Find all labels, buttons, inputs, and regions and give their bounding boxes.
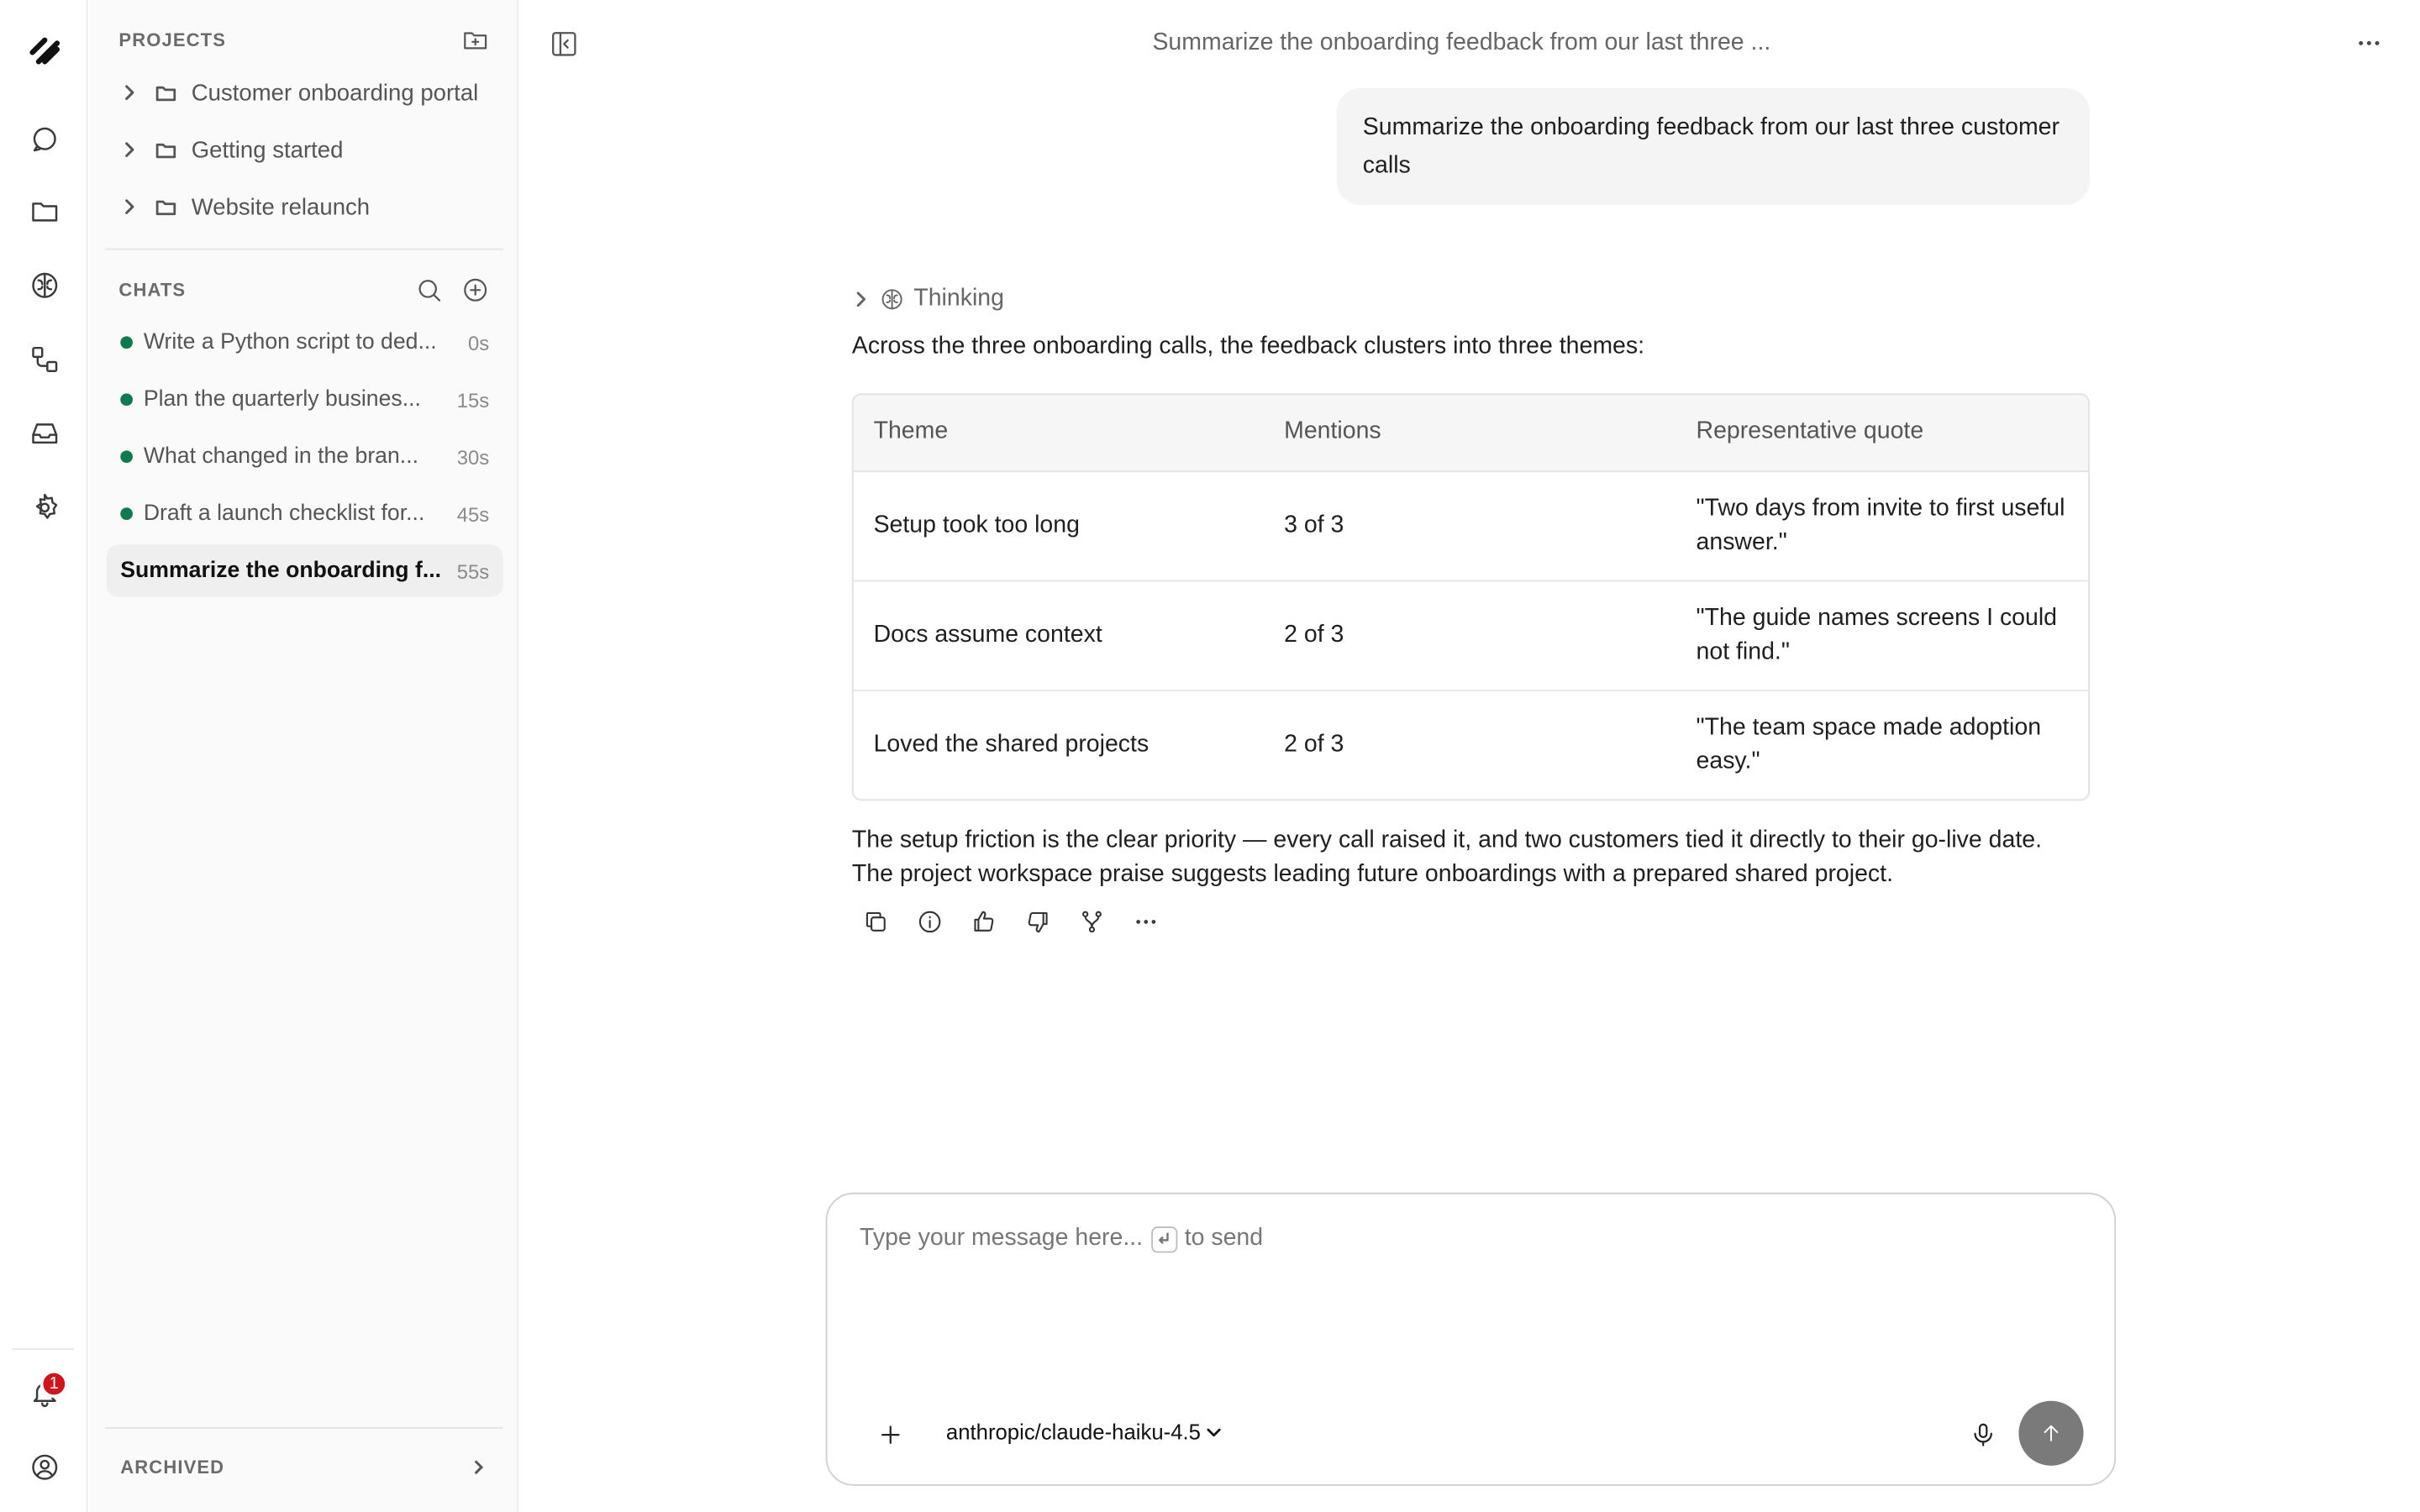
icon-rail <box>0 0 88 1512</box>
notification-badge: 1 <box>40 1370 68 1398</box>
new-project-button[interactable] <box>458 24 492 57</box>
branch-icon <box>1078 908 1104 934</box>
project-item-getting-started[interactable] <box>120 129 343 170</box>
feedback-table <box>852 393 2090 801</box>
conversation-title: Summarize the onboarding feedback from our last three ... <box>1152 29 1771 56</box>
ellipsis-icon <box>2355 29 2383 57</box>
branch-button[interactable] <box>1076 906 1107 937</box>
chevron-right-icon <box>469 1457 487 1476</box>
microphone-icon <box>1970 1421 1997 1449</box>
brain-icon[interactable] <box>24 265 63 304</box>
search-chats-button[interactable] <box>412 273 445 307</box>
logo-icon[interactable] <box>24 31 63 70</box>
chat-age: 30s <box>456 444 490 469</box>
folder-icon <box>155 81 179 104</box>
status-dot <box>120 336 133 349</box>
chat-title: Summarize the onboarding f... <box>120 558 442 584</box>
chat-title: Write a Python script to ded... <box>143 330 437 355</box>
archived-label: ARCHIVED <box>120 1455 225 1478</box>
folder-icon[interactable] <box>24 192 63 230</box>
column-header-quote: Representative quote <box>1676 395 2088 470</box>
project-label: Customer onboarding portal <box>191 79 479 106</box>
table-row <box>854 690 2088 799</box>
status-dot <box>120 450 133 463</box>
chat-title: Plan the quarterly busines... <box>143 387 421 412</box>
table-row <box>854 470 2088 580</box>
thumbs-down-button[interactable] <box>1022 906 1053 937</box>
plus-icon <box>876 1421 904 1449</box>
chat-item[interactable] <box>107 317 503 369</box>
chevron-down-icon <box>1205 1423 1222 1440</box>
brain-icon <box>880 287 904 312</box>
chevron-right-icon <box>120 197 139 216</box>
placeholder-suffix: to send <box>1184 1225 1264 1252</box>
info-button[interactable] <box>913 906 944 937</box>
chats-header: CHATS <box>118 279 187 302</box>
search-icon <box>415 276 443 304</box>
chevron-right-icon <box>120 83 139 102</box>
table-cell: "The guide names screens I could not find." <box>1676 580 2088 690</box>
microphone-button[interactable] <box>1966 1418 2000 1452</box>
message-actions <box>860 906 1160 937</box>
projects-header: PROJECTS <box>118 29 227 51</box>
project-label: Website relaunch <box>191 193 371 220</box>
chat-item[interactable] <box>107 430 503 482</box>
sidebar <box>90 0 519 1512</box>
table-cell: 2 of 3 <box>1264 580 1676 690</box>
enter-key-icon <box>1150 1226 1176 1252</box>
table-cell: Loved the shared projects <box>873 731 1150 758</box>
placeholder-text: Type your message here... <box>860 1225 1144 1252</box>
table-cell: Docs assume context <box>854 580 1265 690</box>
chat-age: 55s <box>456 559 490 583</box>
folder-plus-icon <box>461 26 489 54</box>
chevron-right-icon <box>120 140 139 159</box>
table-header-row <box>854 395 2088 470</box>
thumbs-up-button[interactable] <box>968 906 999 937</box>
column-header-theme: Theme <box>854 395 1265 470</box>
table-cell: Setup took too long <box>854 470 1265 580</box>
message-input[interactable] <box>860 1225 1263 1252</box>
chat-item[interactable] <box>107 487 503 539</box>
workflow-icon[interactable] <box>24 339 63 378</box>
user-circle-icon[interactable] <box>24 1447 63 1486</box>
info-icon <box>916 908 942 934</box>
plus-circle-icon <box>461 276 489 304</box>
attach-button[interactable] <box>874 1418 908 1452</box>
thumbs-up-icon <box>970 908 996 934</box>
chat-age: 15s <box>456 387 490 412</box>
table-cell: 3 of 3 <box>1264 470 1676 580</box>
model-selector[interactable] <box>946 1420 1223 1444</box>
column-header-mentions: Mentions <box>1264 395 1676 470</box>
inbox-icon[interactable] <box>24 413 63 452</box>
new-chat-button[interactable] <box>458 273 492 307</box>
table-cell: "Two days from invite to first useful answer." <box>1676 470 2088 580</box>
user-message: Summarize the onboarding feedback from our last three customer calls <box>1337 88 2090 206</box>
table-cell: "The team space made adoption easy." <box>1696 713 2042 774</box>
chat-age: 0s <box>468 330 490 354</box>
sidebar-divider <box>105 249 503 250</box>
thinking-label: Thinking <box>913 285 1004 312</box>
rail-divider <box>13 1348 74 1350</box>
assistant-conclusion: The setup friction is the clear priority — every call raised it, and two customers tied it directly to their go-live date. The project workspace praise suggests leading future onboardings with a prepared shared project. <box>851 827 2042 888</box>
copy-button[interactable] <box>860 906 891 937</box>
archived-section[interactable] <box>105 1427 503 1504</box>
ellipsis-icon <box>1132 908 1158 934</box>
send-button[interactable] <box>2018 1401 2083 1466</box>
table-cell: 2 of 3 <box>1284 731 1344 758</box>
main-panel <box>520 0 2420 1512</box>
arrow-up-icon <box>2039 1421 2063 1446</box>
chat-title: What changed in the bran... <box>143 444 419 470</box>
table-row <box>854 580 2088 690</box>
copy-icon <box>862 908 888 934</box>
chat-age: 45s <box>456 501 490 526</box>
status-dot <box>120 393 133 406</box>
thumbs-down-icon <box>1024 908 1050 934</box>
project-label: Getting started <box>191 136 344 163</box>
folder-icon <box>155 138 179 161</box>
assistant-intro: Across the three onboarding calls, the feedback clusters into three themes: <box>851 333 1645 360</box>
model-name: anthropic/claude-haiku-4.5 <box>945 1419 1201 1445</box>
more-options-button[interactable] <box>2352 26 2386 60</box>
project-item-website-relaunch[interactable] <box>120 186 370 227</box>
project-item-customer-onboarding[interactable] <box>120 72 478 113</box>
gear-icon[interactable] <box>24 487 63 526</box>
chat-item-active[interactable] <box>107 544 503 596</box>
message-composer[interactable] <box>826 1193 2116 1486</box>
chat-item[interactable] <box>107 373 503 425</box>
chat-title: Draft a launch checklist for... <box>143 501 425 527</box>
more-actions-button[interactable] <box>1129 906 1160 937</box>
thinking-toggle[interactable] <box>852 286 1004 313</box>
chevron-right-icon <box>852 290 871 308</box>
folder-icon <box>155 195 179 218</box>
status-dot <box>120 507 133 520</box>
chat-bubble-icon[interactable] <box>24 118 63 157</box>
